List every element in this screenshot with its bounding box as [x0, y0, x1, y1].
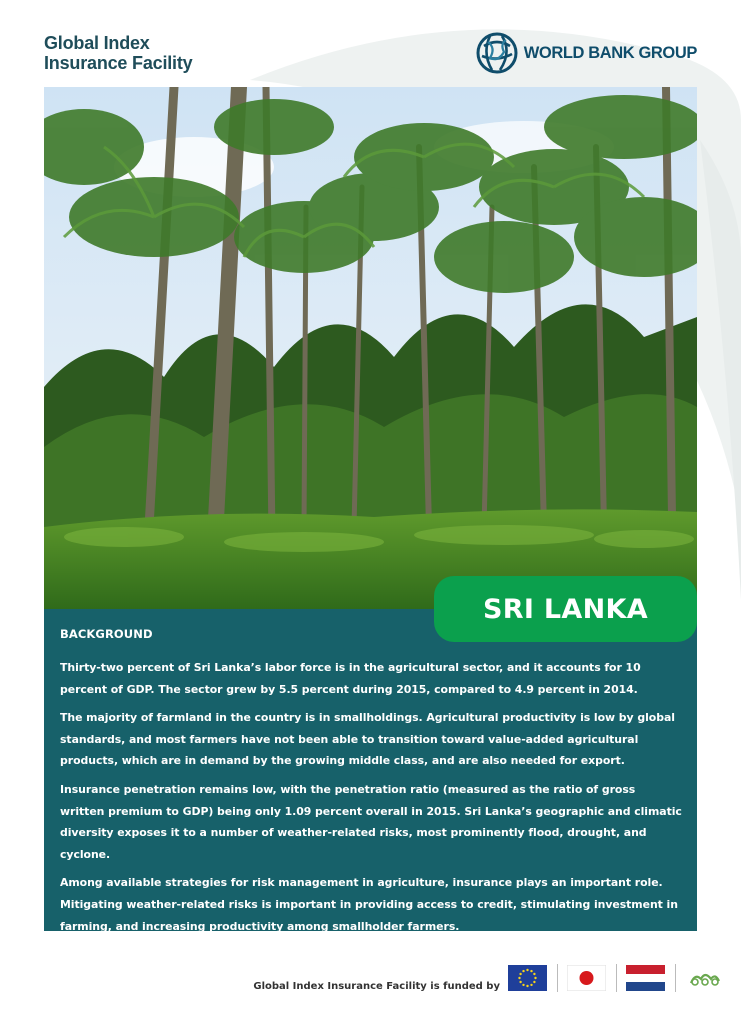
logo-separator [675, 964, 676, 992]
funded-by-text: Global Index Insurance Facility is funded by [253, 981, 500, 992]
brand-line-2: Insurance Facility [44, 53, 193, 73]
gif-logo [44, 33, 192, 73]
world-bank-logo [476, 32, 697, 74]
background-panel [44, 609, 697, 931]
paragraph-4: Among available strategies for risk management in agriculture, insurance plays an important role. Mitigating weather-related risks is important in providing access to credit, stimulating investment in farming, and increasing productivity among smallholder farmers. [60, 876, 678, 933]
section-heading: BACKGROUND [60, 627, 153, 641]
globe-icon [476, 32, 518, 74]
brand-line-1: Global Index [44, 33, 150, 53]
funder-logos [508, 964, 734, 992]
logo-separator [557, 964, 558, 992]
japan-flag-icon [567, 965, 606, 991]
hero-photo [44, 87, 697, 610]
background-text [60, 657, 682, 944]
country-badge: SRI LANKA [434, 576, 697, 642]
logo-separator [616, 964, 617, 992]
paragraph-2: The majority of farmland in the country is in smallholdings. Agricultural productivity is low by global standards, and most farmers have not been able to transition toward value-added agricultural products, which are in demand by the growing middle class, and are also needed for export. [60, 711, 675, 768]
partner-name: WORLD BANK GROUP [523, 43, 697, 62]
paragraph-3: Insurance penetration remains low, with the penetration ratio (measured as the ratio of gross written premium to GDP) being only 1.09 percent overall in 2015. Sri Lanka’s geographic and climatic diversity exposes it to a number of weather-related risks, most prominently flood, drought, and cyclone. [60, 782, 682, 861]
eu-flag-icon [508, 965, 547, 991]
sdc-logo-icon [685, 965, 724, 991]
netherlands-flag-icon [626, 965, 665, 991]
paragraph-1: Thirty-two percent of Sri Lanka’s labor force is in the agricultural sector, and it accounts for 10 percent of GDP. The sector grew by 5.5 percent during 2015, compared to 4.9 percent in 2014. [60, 661, 641, 696]
